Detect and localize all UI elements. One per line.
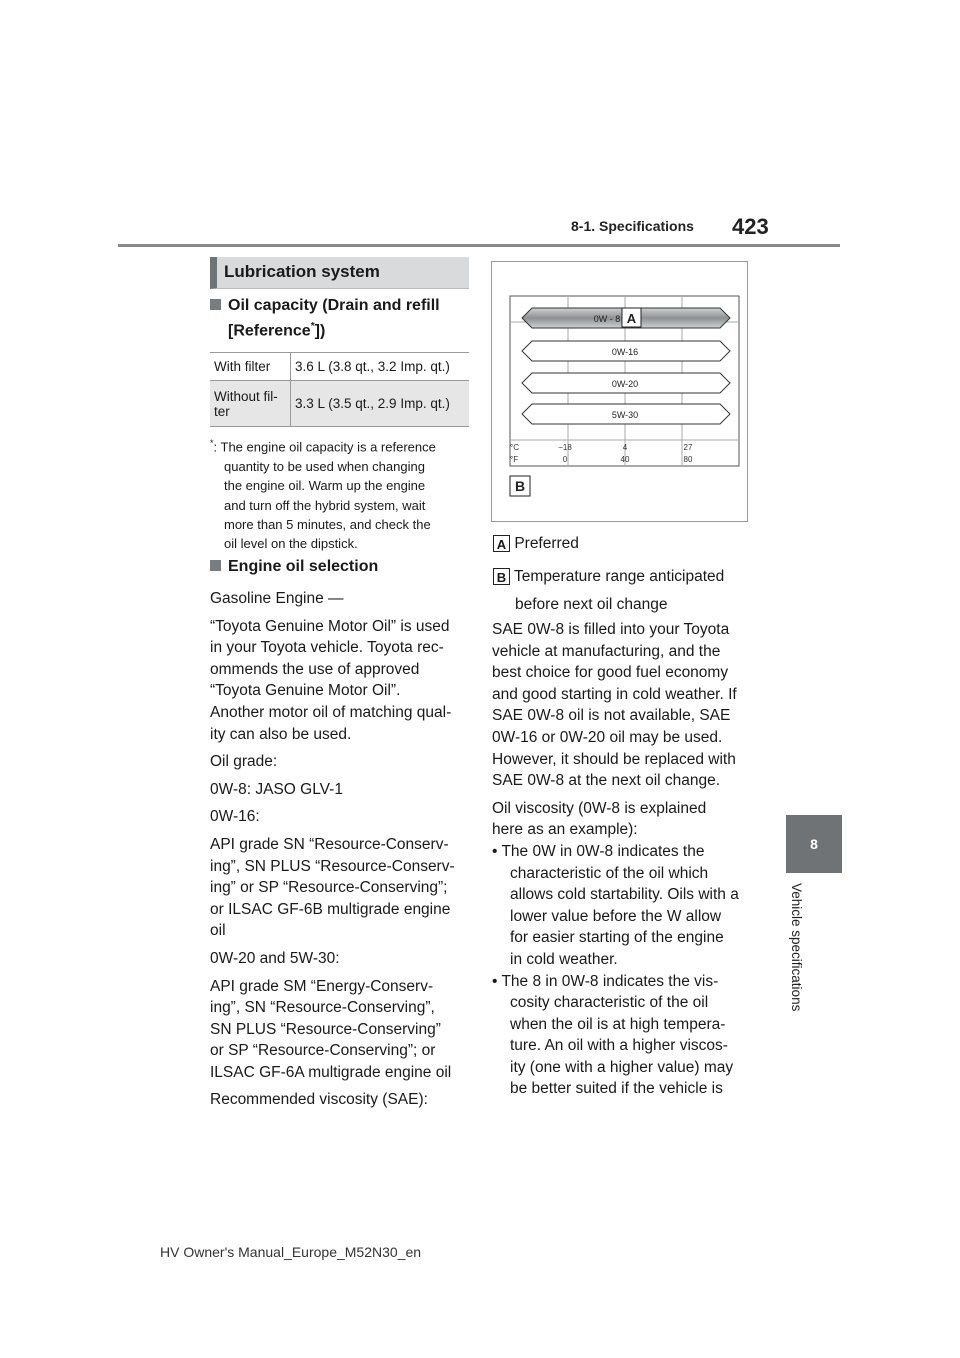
celsius-tick-label: 4 [622, 443, 628, 452]
section-header: 8-1. Specifications [571, 218, 694, 234]
engine-oil-text: Gasoline Engine — “Toyota Genuine Motor Oil” is used in your Toyota vehicle. Toyota rec- ommends the use of approved “Toyota Genuine Motor Oil”. Another motor oil of matching qual- ity can also be used. Oil grade: 0W-8: JASO GLV-1 0W-16: API grade SN “Resource-Conserv- ing”, SN PLUS “Resource-Conserv- ing” or SP “Resource-Conserving”; or ILSAC GF-6B multigrade engine oil 0W-20 and 5W-30: API grade SM “Energy-Conserv- ing”, SN “Resource-Conserving”, SN PLUS “Resource-Conserving” or SP “Resource-Conserving”; or ILSAC GF-6A multigrade engine oil Recommended viscosity (SAE): [210, 590, 455, 1109]
label-b-text: B [514, 478, 526, 494]
footer-text: HV Owner's Manual_Europe_M52N30_en [160, 1244, 422, 1260]
table-cell-value: 3.6 L (3.8 qt., 3.2 Imp. qt.) [291, 353, 470, 381]
table-cell-label: With filter [210, 353, 291, 381]
fahrenheit-unit-label: °F [510, 455, 519, 464]
fahrenheit-tick-label: 40 [620, 455, 630, 464]
table-row [210, 381, 469, 427]
oil-capacity-heading-line2: [Reference*]) [228, 321, 326, 340]
header-rule [118, 244, 840, 247]
page-number: 423 [732, 214, 769, 239]
table-row [210, 353, 469, 381]
label-a-text: A [626, 311, 637, 326]
chapter-tab-label: Vehicle specifications [789, 883, 804, 1012]
viscosity-bar-label: 0W-16 [611, 347, 639, 357]
viscosity-bar-label: 0W-20 [611, 379, 639, 389]
square-bullet-icon [210, 299, 221, 310]
viscosity-bar-label: 0W - 8 [593, 314, 621, 324]
footnote: *: The engine oil capacity is a reference quantity to be used when changing the engine oil. Warm up the engine and turn off the hybrid system, wait more than 5 minutes, and check the oil level on the dipstick. [210, 438, 436, 552]
fahrenheit-tick-label: 0 [562, 455, 568, 464]
label-a-box: A [493, 535, 510, 552]
legend-b: B Temperature range anticipated [493, 566, 724, 588]
oil-capacity-table [210, 352, 469, 427]
engine-oil-heading: Engine oil selection [210, 558, 378, 576]
chapter-number: 8 [810, 836, 818, 852]
viscosity-chart [492, 262, 747, 521]
square-bullet-icon [210, 560, 221, 571]
section-title: Lubrication system [210, 257, 469, 289]
table-cell-value: 3.3 L (3.5 qt., 2.9 Imp. qt.) [291, 381, 470, 427]
legend-b-line2: before next oil change [515, 596, 668, 613]
viscosity-chart-frame [491, 261, 748, 522]
chapter-tab [786, 815, 842, 873]
legend-a: A Preferred [493, 533, 579, 555]
oil-capacity-heading: Oil capacity (Drain and refill [210, 297, 440, 315]
label-b-box: B [493, 568, 510, 585]
viscosity-bar-label: 5W-30 [611, 410, 639, 420]
celsius-unit-label: °C [510, 443, 519, 452]
fahrenheit-tick-label: 80 [683, 455, 693, 464]
right-text: SAE 0W-8 is filled into your Toyota vehicle at manufacturing, and the best choice for good fuel economy and good starting in cold weather. If SAE 0W-8 oil is not available, SAE 0W-16 or 0W-20 oil may be used. However, it should be replaced with SAE 0W-8 at the next oil change. Oil viscosity (0W-8 is explained here as an example): • The 0W in 0W-8 indicates the characteristic of the oil which allows cold startability. Oils with a lower value before the W allow for easier starting of the engine in cold weather. • The 8 in 0W-8 indicates the vis- cosity characteristic of the oil when the oil is at high tempera- ture. An oil with a higher viscos- ity (one with a higher value) may be better suited if the vehicle is [492, 621, 739, 1098]
celsius-tick-label: 27 [683, 443, 693, 452]
celsius-tick-label: −18 [558, 443, 572, 452]
table-cell-label: Without fil- ter [210, 381, 291, 427]
